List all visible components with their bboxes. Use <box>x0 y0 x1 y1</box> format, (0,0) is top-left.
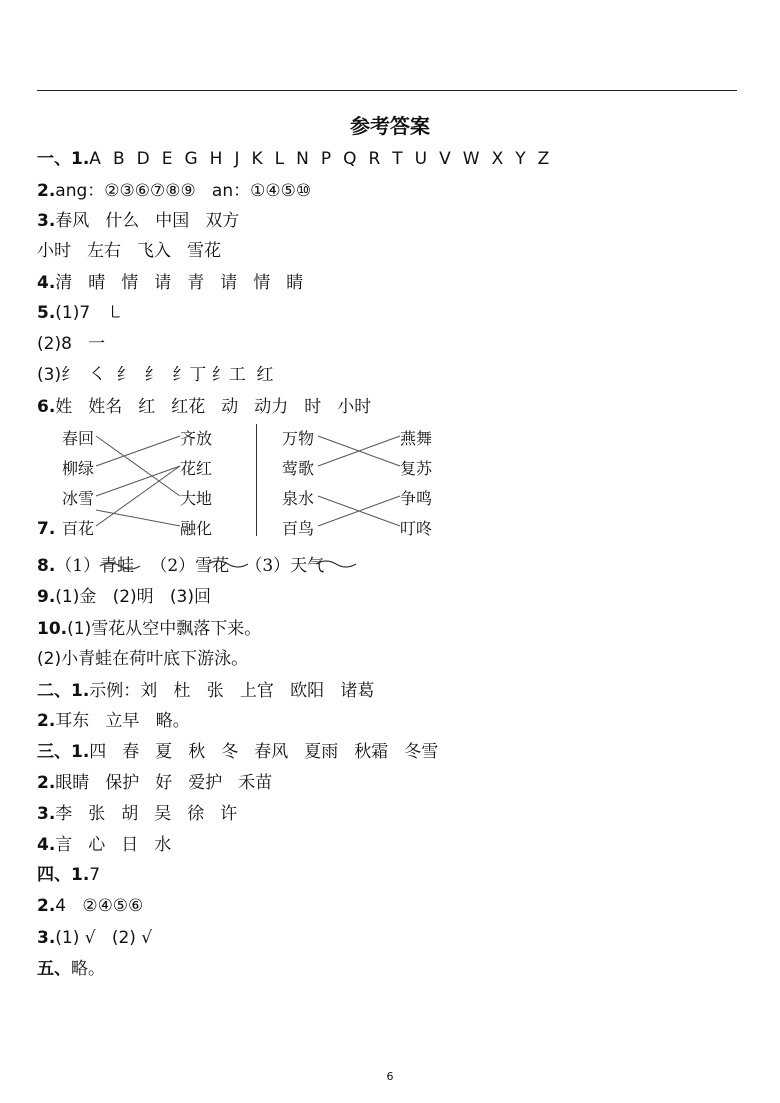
answer-item: Z <box>537 149 550 169</box>
answer-text: (1) √ (2) √ <box>55 928 153 948</box>
question-label: 3. <box>37 211 56 231</box>
answer-item: Y <box>515 149 526 169</box>
answer-item: 情 <box>121 273 139 293</box>
match-line-4 <box>96 466 180 526</box>
answer-item: N <box>296 149 309 169</box>
match-line-2 <box>96 436 180 466</box>
answer-item: 禾苗 <box>238 773 273 793</box>
answer-item: 秋霜 <box>354 742 389 762</box>
match-left-b-2: 花红 <box>180 459 213 478</box>
match-left-a-4: 百花 <box>62 519 95 538</box>
answer-item: H <box>209 149 223 169</box>
answer-item: 爱护 <box>188 773 223 793</box>
answer-text: 耳东 立早 略。 <box>55 711 190 731</box>
question-label: 2. <box>37 896 56 916</box>
answer-item: E <box>161 149 173 169</box>
question-label: 4. <box>37 835 56 855</box>
answer-text: (1)7 ㇄ <box>55 303 124 323</box>
answer-item: B <box>112 149 125 169</box>
answer-item: 许 <box>220 804 238 824</box>
question-label: 3. <box>37 804 56 824</box>
answer-item: V <box>439 149 451 169</box>
answer-text: （1）青蛙 （2）雪花 （3）天气 <box>55 556 325 576</box>
answer-item: 胡 <box>121 804 139 824</box>
answer-item: 小时 <box>337 397 372 417</box>
answer-item: 春风 <box>254 742 289 762</box>
answer-text: (2)小青蛙在荷叶底下游泳。 <box>37 649 249 669</box>
answer-item: 晴 <box>88 273 106 293</box>
answer-item: 小时 <box>37 241 71 261</box>
answer-item: 日 <box>121 835 139 855</box>
strike-mark-3 <box>316 561 356 567</box>
match-right-b-2: 复苏 <box>400 459 433 478</box>
page-number: 6 <box>386 1070 394 1083</box>
match-right-b-3: 争鸣 <box>400 489 433 508</box>
question-label: 一、1. <box>37 149 90 169</box>
answer-item: D <box>136 149 150 169</box>
answer-item: 动 <box>221 397 239 417</box>
answer-item: 睛 <box>286 273 304 293</box>
answer-text: ang：②③⑥⑦⑧⑨ an：①④⑤⑩ <box>55 181 312 201</box>
answer-item: 情 <box>253 273 271 293</box>
answer-item: G <box>184 149 198 169</box>
answer-item: 春 <box>122 742 140 762</box>
question-label: 二、1. <box>37 681 90 701</box>
answer-item: 雪花 <box>187 241 221 261</box>
answer-text: 7 <box>89 865 101 885</box>
match-line-1 <box>96 436 180 496</box>
answer-item: 飞入 <box>137 241 171 261</box>
answer-item: L <box>274 149 285 169</box>
answer-item: 请 <box>154 273 172 293</box>
answer-item: 四 <box>89 742 107 762</box>
answer-text: (1)雪花从空中飘落下来。 <box>67 619 262 639</box>
answer-item: 冬 <box>221 742 239 762</box>
question-label: 10. <box>37 619 68 639</box>
answer-item: 红 <box>138 397 156 417</box>
answer-text: 示例：刘 杜 张 上官 欧阳 诸葛 <box>89 681 375 701</box>
match-left-a-1: 春回 <box>62 429 95 448</box>
answer-item: Q <box>343 149 357 169</box>
question-label: 2. <box>37 773 56 793</box>
answer-item: 清 <box>55 273 73 293</box>
match-left-a-2: 柳绿 <box>62 459 95 478</box>
answer-item: A <box>89 149 101 169</box>
answer-item: 姓名 <box>88 397 123 417</box>
answer-item: U <box>414 149 428 169</box>
answer-item: 夏雨 <box>304 742 339 762</box>
answer-item: K <box>251 149 263 169</box>
answer-item: 左右 <box>87 241 121 261</box>
question-label: 8. <box>37 556 56 576</box>
answer-item: J <box>234 149 240 169</box>
answer-item: R <box>368 149 381 169</box>
answer-text: (2)8 一 <box>37 334 106 354</box>
answer-item: 水 <box>154 835 172 855</box>
match-right-b-4: 叮咚 <box>400 519 433 538</box>
answer-text: 略。 <box>71 959 105 979</box>
question-label: 3. <box>37 928 56 948</box>
match-left-a-3: 冰雪 <box>62 489 95 508</box>
answer-item: 秋 <box>188 742 206 762</box>
question-label: 6. <box>37 397 56 417</box>
answer-text: (3)纟 ㇛ 纟 纟 纟丁 纟工 红 <box>37 365 274 385</box>
answer-text: (1)金 (2)明 (3)回 <box>55 587 211 607</box>
answer-item: 青 <box>187 273 205 293</box>
answer-item: 眼睛 <box>55 773 90 793</box>
answer-item: 姓 <box>55 397 73 417</box>
match-line-5 <box>96 510 180 526</box>
question-label: 四、1. <box>37 865 90 885</box>
question-label: 五、 <box>37 959 71 979</box>
match-right-a-2: 莺歌 <box>282 459 315 478</box>
answer-item: 徐 <box>187 804 205 824</box>
match-right-a-4: 百鸟 <box>282 519 315 538</box>
answer-item: T <box>392 149 403 169</box>
answer-item: 红花 <box>171 397 206 417</box>
match-left-b-3: 大地 <box>180 489 213 508</box>
question-label: 2. <box>37 181 56 201</box>
strike-mark-1 <box>100 563 140 569</box>
answer-item: 请 <box>220 273 238 293</box>
question-label: 4. <box>37 273 56 293</box>
question-label: 5. <box>37 303 56 323</box>
answer-text: 4 ②④⑤⑥ <box>55 896 144 916</box>
answer-item: 中国 <box>155 211 190 231</box>
question-label: 2. <box>37 711 56 731</box>
question-label: 三、1. <box>37 742 90 762</box>
match-left-b-4: 融化 <box>180 519 213 538</box>
match-line-3 <box>96 466 180 496</box>
question-label: 9. <box>37 587 56 607</box>
answer-item: 冬雪 <box>404 742 439 762</box>
question-label: 7. <box>37 519 56 539</box>
answer-item: P <box>320 149 332 169</box>
answer-item: 时 <box>304 397 322 417</box>
answer-item: 好 <box>155 773 173 793</box>
answer-item: 什么 <box>105 211 140 231</box>
answer-item: 保护 <box>105 773 140 793</box>
answer-item: 言 <box>55 835 73 855</box>
answer-item: W <box>462 149 480 169</box>
answer-item: 动力 <box>254 397 289 417</box>
answer-item: 春风 <box>55 211 90 231</box>
strike-mark-2 <box>208 561 248 567</box>
page-title: 参考答案 <box>350 114 430 138</box>
answer-item: 吴 <box>154 804 172 824</box>
match-right-a-1: 万物 <box>282 429 315 448</box>
match-right-b-1: 燕舞 <box>400 429 433 448</box>
match-left-b-1: 齐放 <box>180 429 213 448</box>
answer-item: 李 <box>55 804 73 824</box>
match-right-a-3: 泉水 <box>282 489 315 508</box>
answer-item: 双方 <box>205 211 240 231</box>
answer-item: 张 <box>88 804 106 824</box>
answer-item: X <box>491 149 504 169</box>
answer-item: 夏 <box>155 742 173 762</box>
answer-item: 心 <box>88 835 106 855</box>
